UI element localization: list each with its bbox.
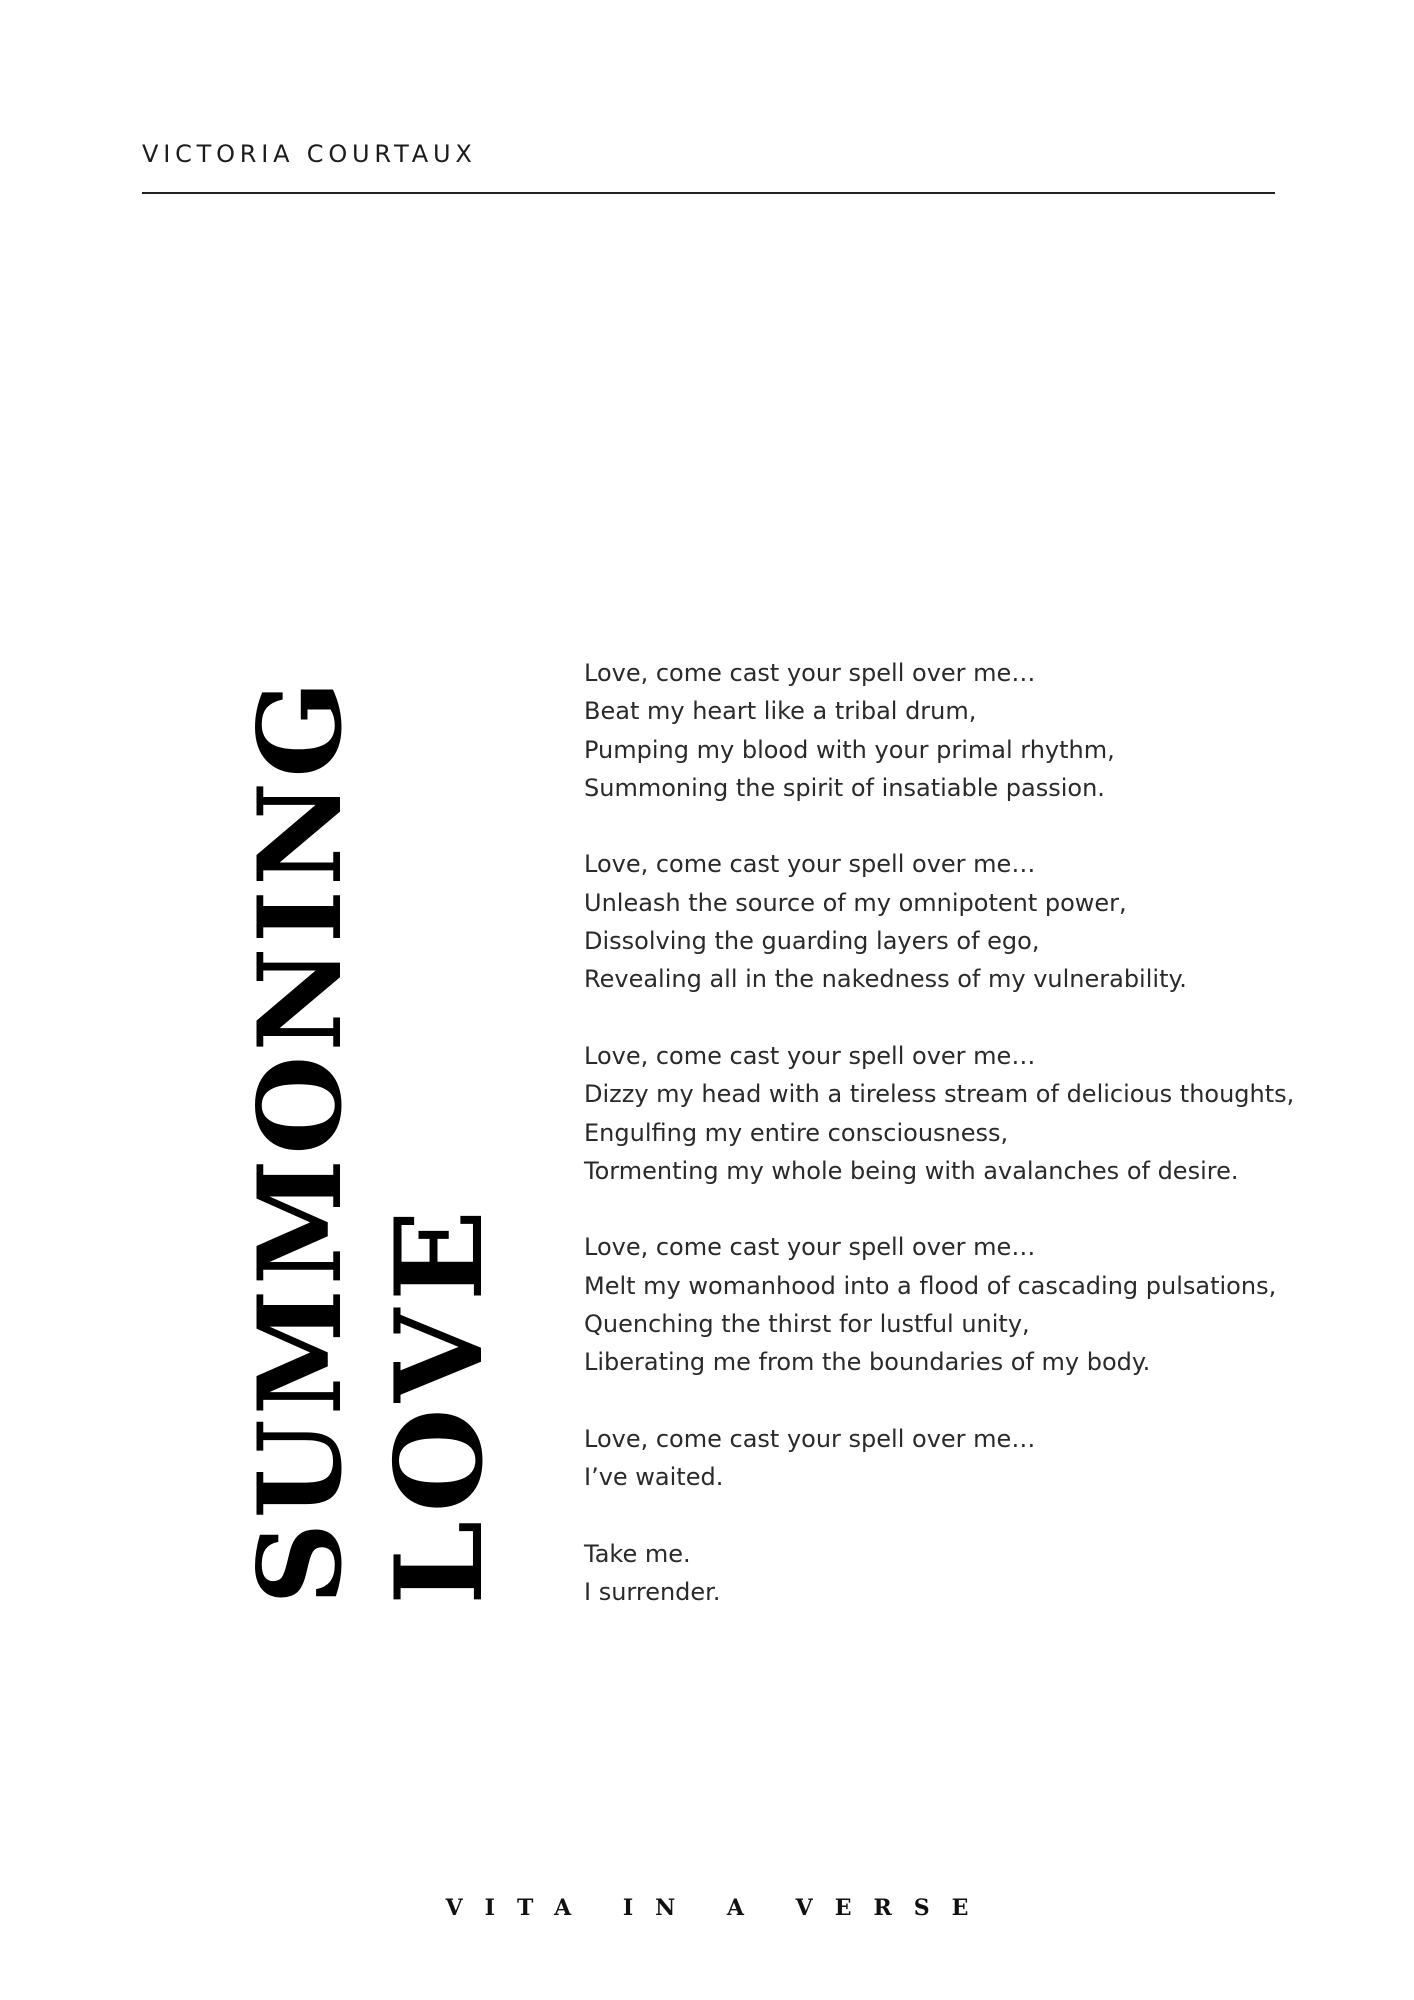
series-title: VITA IN A VERSE <box>445 1895 991 1921</box>
poem-line: Dissolving the guarding layers of ego, <box>584 927 1040 956</box>
poem-title-line2: LOVE <box>369 1201 510 1605</box>
poem-line: Pumping my blood with your primal rhythm, <box>584 735 1115 764</box>
poem-line: Summoning the spirit of insatiable passion. <box>584 773 1105 802</box>
poem-line: Unleash the source of my omnipotent power, <box>584 888 1127 917</box>
header-divider <box>142 192 1275 194</box>
stanza <box>584 1535 1284 1612</box>
poem-line: Take me. <box>584 1539 691 1568</box>
poem-line: Love, come cast your spell over me… <box>584 1041 1036 1070</box>
poem-line: Engulfing my entire consciousness, <box>584 1118 1009 1147</box>
poem-line: Tormenting my whole being with avalanches of desire. <box>584 1156 1239 1185</box>
poem-line: Beat my heart like a tribal drum, <box>584 697 977 726</box>
poem-line: Love, come cast your spell over me… <box>584 850 1036 879</box>
poem-line: I’ve waited. <box>584 1463 724 1492</box>
poem-line: I surrender. <box>584 1578 721 1607</box>
poem-body <box>584 654 1295 1611</box>
poem-line: Revealing all in the nakedness of my vulnerability. <box>584 965 1187 994</box>
stanza <box>584 1037 1295 1190</box>
stanza <box>584 1228 1284 1381</box>
poem-line: Love, come cast your spell over me… <box>584 659 1036 687</box>
stanza <box>584 1420 1284 1497</box>
poem-line: Dizzy my head with a tireless stream of delicious thoughts, <box>584 1080 1295 1109</box>
poem-line: Quenching the thirst for lustful unity, <box>584 1310 1030 1339</box>
author-name: VICTORIA COURTAUX <box>142 140 477 168</box>
poem-line: Melt my womanhood into a flood of cascading pulsations, <box>584 1271 1277 1300</box>
poem-line: Love, come cast your spell over me… <box>584 1424 1036 1453</box>
stanza <box>584 845 1284 998</box>
poem-title-line1: SUMMONING <box>233 676 367 1605</box>
poem-line: Love, come cast your spell over me… <box>584 1233 1036 1262</box>
stanza <box>584 654 1284 807</box>
poem-line: Liberating me from the boundaries of my body. <box>584 1348 1151 1377</box>
